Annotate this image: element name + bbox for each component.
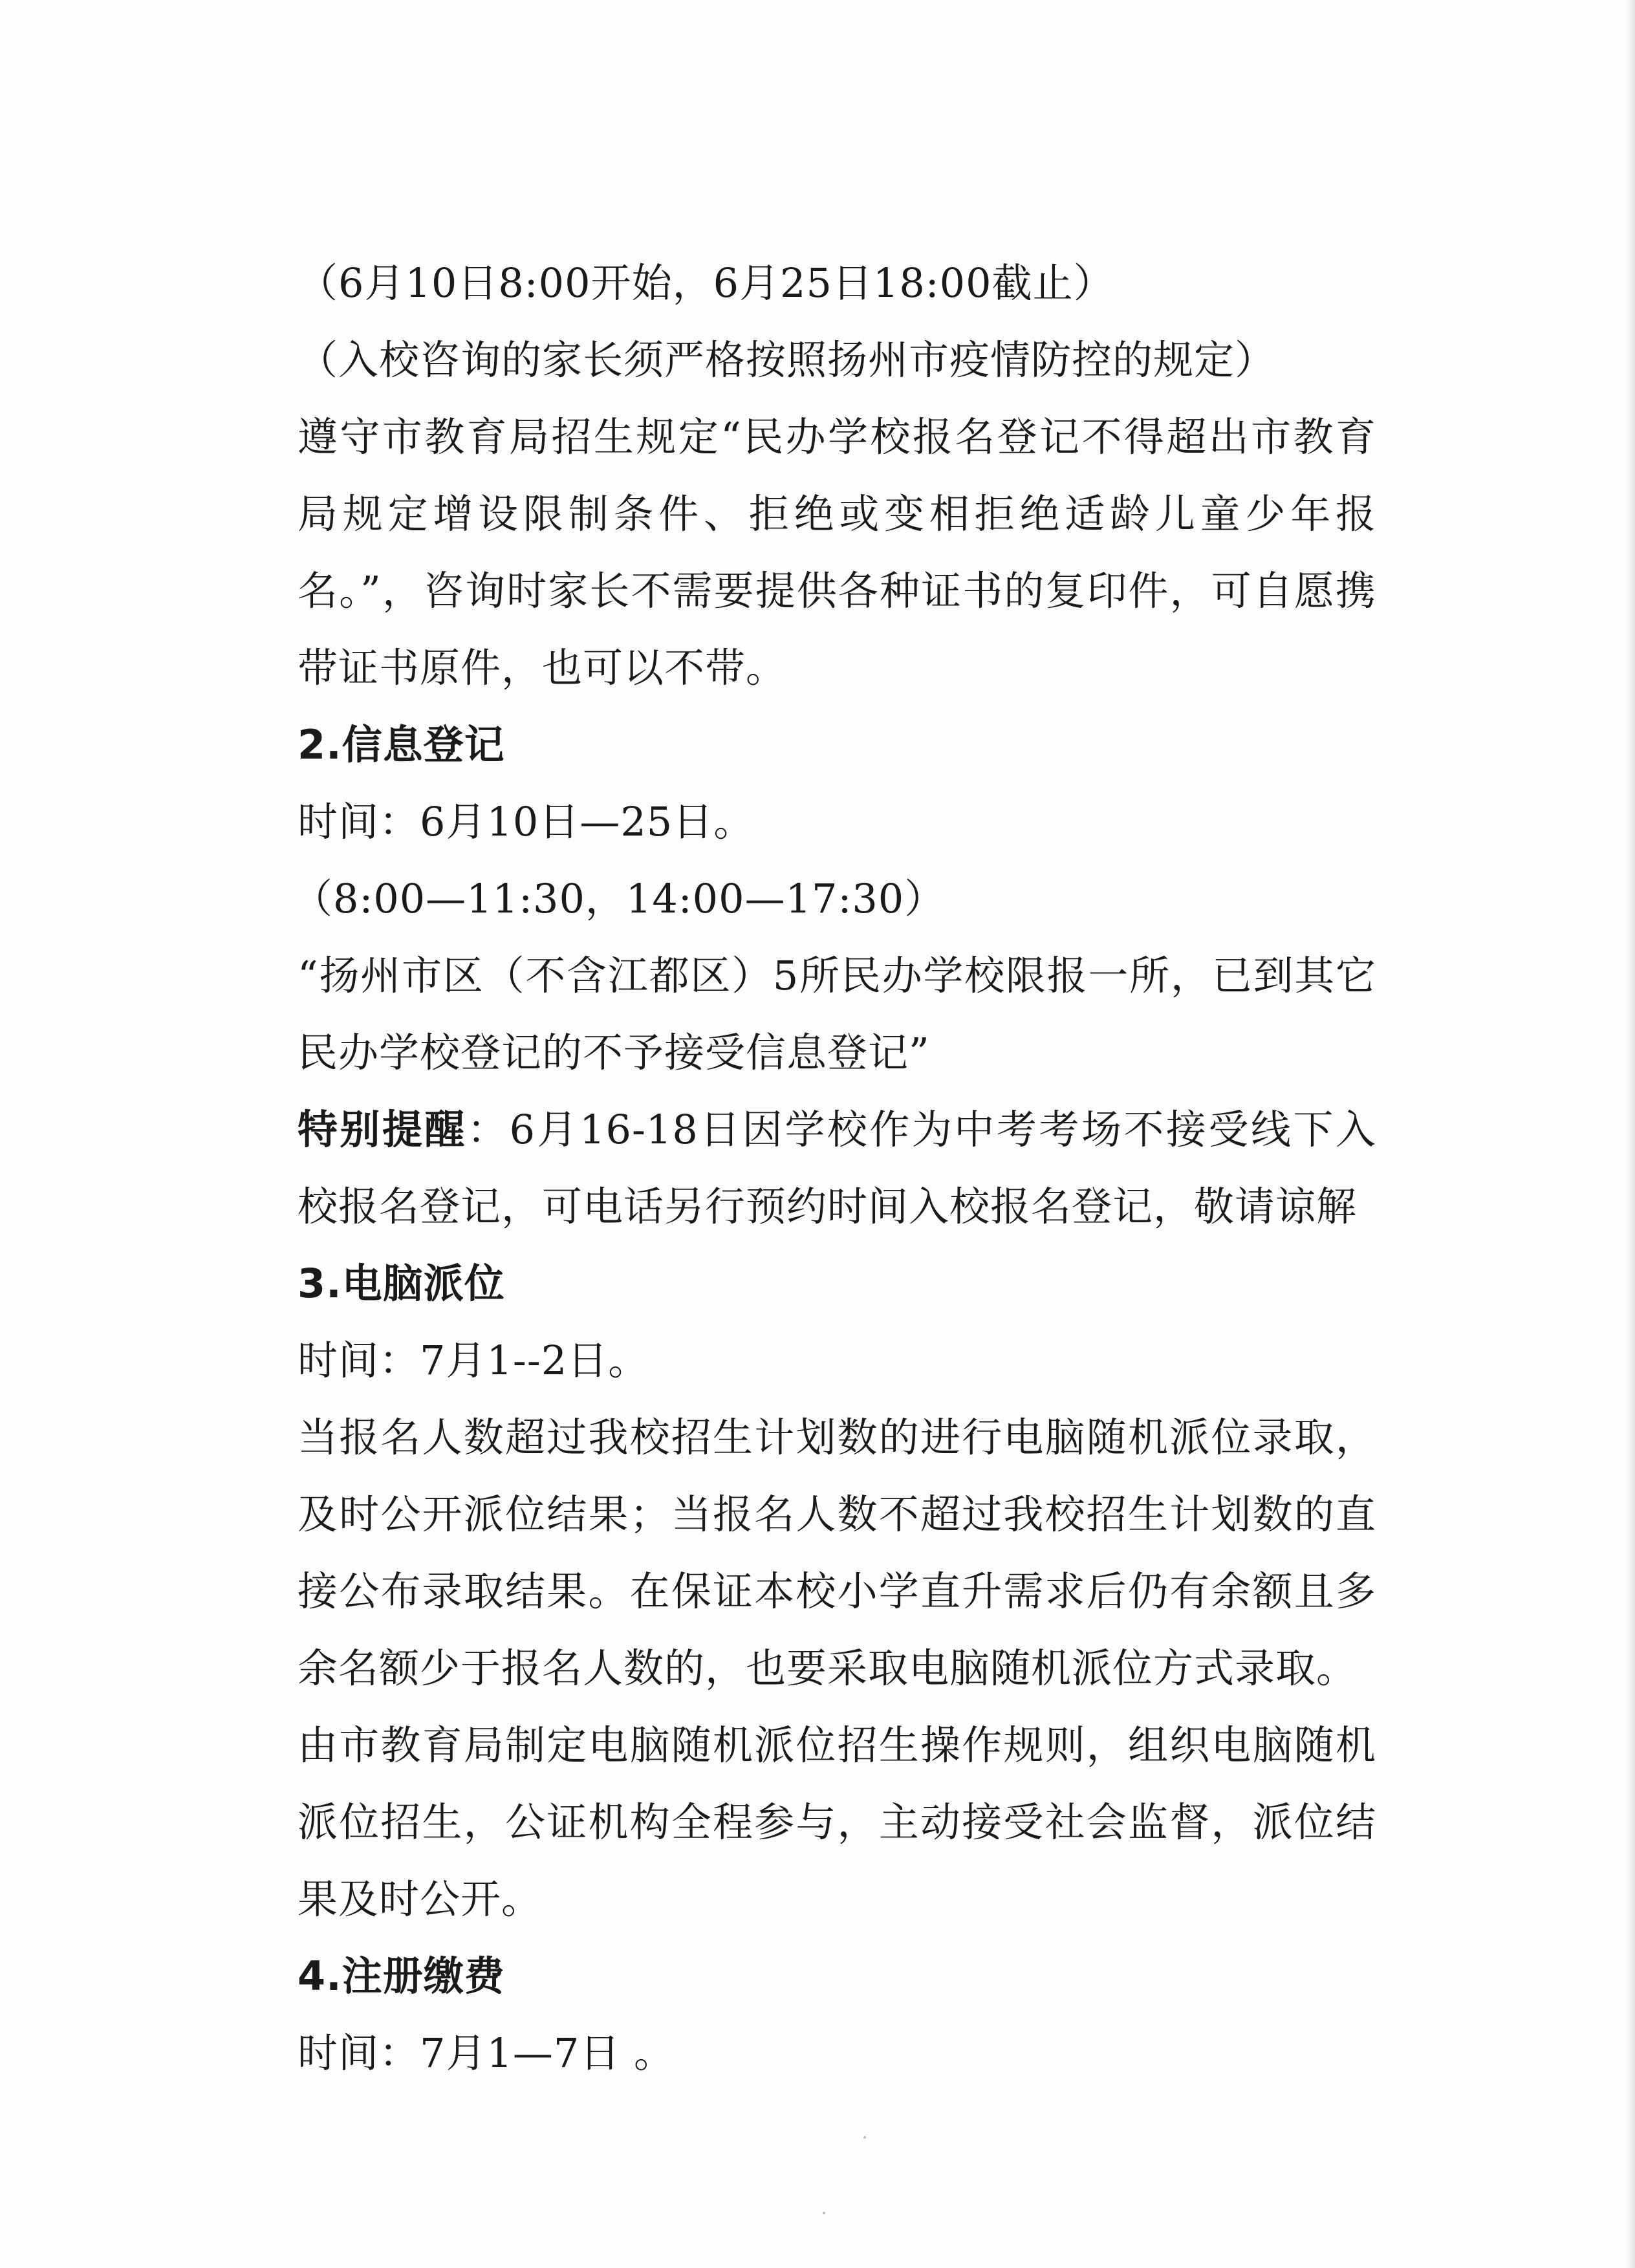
- special-reminder-label: 特别提醒: [298, 1106, 468, 1153]
- section-heading-payment: 4.注册缴费: [298, 1952, 505, 2000]
- registration-date: 时间：6月10日—25日。: [298, 798, 755, 845]
- policy-paragraph: 遵守市教育局招生规定“民办学校报名登记不得超出市教育局规定增设限制条件、拒绝或变相拒绝适龄儿童少年报名。”，咨询时家长不需要提供各种证书的复印件，可自愿携带证书原件，也可以不带。: [298, 413, 1376, 691]
- document-page: [212, 244, 1376, 2091]
- section-heading-registration: 2.信息登记: [298, 721, 505, 768]
- lottery-paragraph: 当报名人数超过我校招生计划数的进行电脑随机派位录取，及时公开派位结果；当报名人数不超过我校招生计划数的直接公布录取结果。在保证本校小学直升需求后仍有余额且多余名额少于报名人数的，也要采取电脑随机派位方式录取。: [298, 1414, 1376, 1692]
- payment-date: 时间：7月1—7日 。: [298, 2029, 675, 2077]
- scan-speck: [863, 2136, 866, 2139]
- scan-edge-shadow: [1626, 0, 1635, 2268]
- scan-speck: [823, 2212, 825, 2214]
- lottery-rules-paragraph: 由市教育局制定电脑随机派位招生操作规则，组织电脑随机派位招生，公证机构全程参与，主动接受社会监督，派位结果及时公开。: [298, 1722, 1376, 1923]
- special-reminder-text: ：6月16-18日因学校作为中考考场不接受线下入校报名登记，可电话另行预约时间入校报名登记，敬请谅解: [298, 1106, 1376, 1230]
- time-range-note: （6月10日8:00开始，6月25日18:00截止）: [298, 259, 1114, 307]
- special-reminder-paragraph: [212, 1091, 1376, 1245]
- epidemic-note: （入校咨询的家长须严格按照扬州市疫情防控的规定）: [298, 336, 1276, 383]
- registration-limit-paragraph: “扬州市区（不含江都区）5所民办学校限报一所，已到其它民办学校登记的不予接受信息登记”: [298, 952, 1376, 1076]
- section-heading-lottery: 3.电脑派位: [298, 1260, 505, 1307]
- lottery-date: 时间：7月1--2日。: [298, 1337, 649, 1384]
- registration-hours: （8:00—11:30，14:00—17:30）: [292, 875, 946, 922]
